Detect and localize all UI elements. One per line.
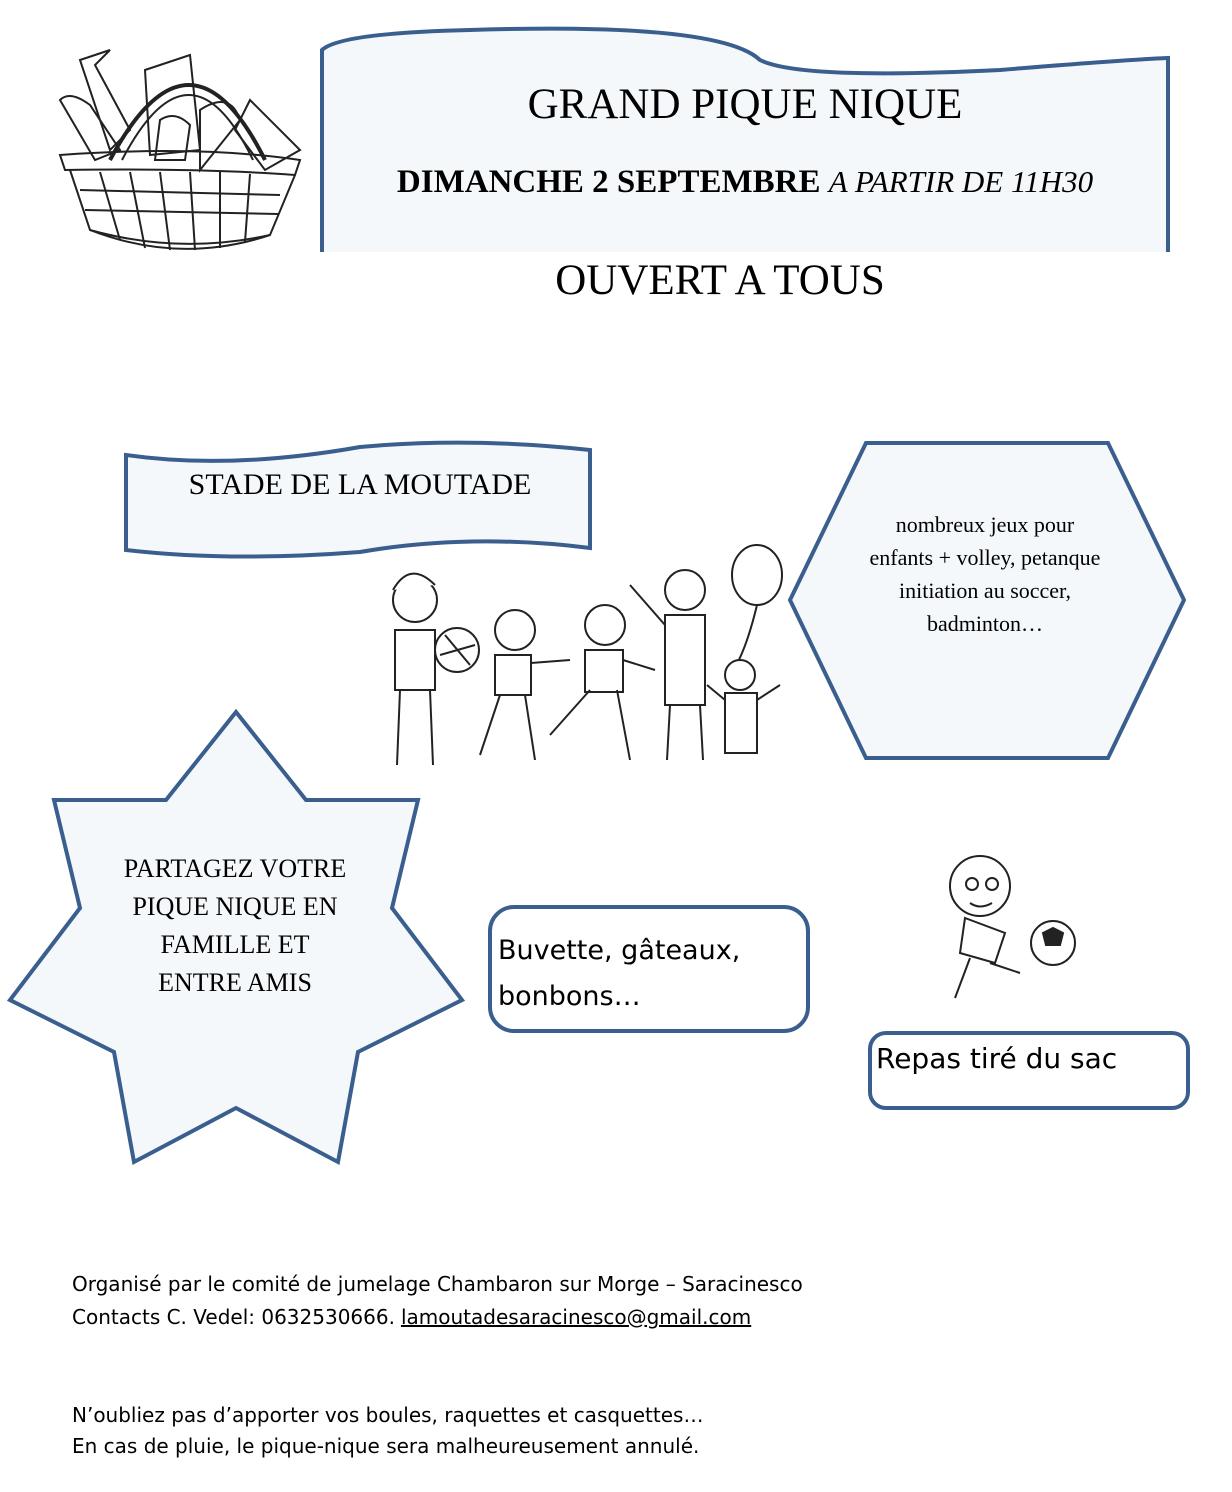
buvette-line: Buvette, gâteaux, xyxy=(498,935,741,966)
activities-line: badminton… xyxy=(926,611,1044,636)
reminder-text: N’oubliez pas d’apporter vos boules, raquettes et casquettes… xyxy=(72,1403,704,1427)
buvette-line: bonbons… xyxy=(498,981,641,1012)
event-title: GRAND PIQUE NIQUE xyxy=(527,81,963,128)
organizer-text: Organisé par le comité de jumelage Chambaron sur Morge – Saracinesco xyxy=(72,1272,803,1296)
open-to-all-heading: OUVERT A TOUS xyxy=(555,257,885,304)
share-line: FAMILLE ET xyxy=(160,930,310,959)
share-line: PARTAGEZ VOTRE xyxy=(123,854,347,883)
email-link[interactable]: lamoutadesaracinesco@gmail.com xyxy=(400,1305,752,1329)
contacts-line xyxy=(72,1305,751,1329)
activities-line: initiation au soccer, xyxy=(898,578,1071,603)
event-time: A PARTIR DE 11H30 xyxy=(828,164,1094,199)
event-date: DIMANCHE 2 SEPTEMBRE xyxy=(396,164,821,200)
activities-line: nombreux jeux pour xyxy=(895,512,1075,537)
location-label: STADE DE LA MOUTADE xyxy=(188,468,532,501)
share-line: ENTRE AMIS xyxy=(158,968,312,997)
contacts-text: Contacts C. Vedel: 0632530666. xyxy=(72,1305,395,1329)
share-line: PIQUE NIQUE EN xyxy=(132,892,338,921)
activities-line: enfants + volley, petanque xyxy=(869,545,1101,570)
repas-text: Repas tiré du sac xyxy=(876,1042,1118,1075)
rain-notice-text: En cas de pluie, le pique-nique sera malheureusement annulé. xyxy=(72,1434,700,1458)
